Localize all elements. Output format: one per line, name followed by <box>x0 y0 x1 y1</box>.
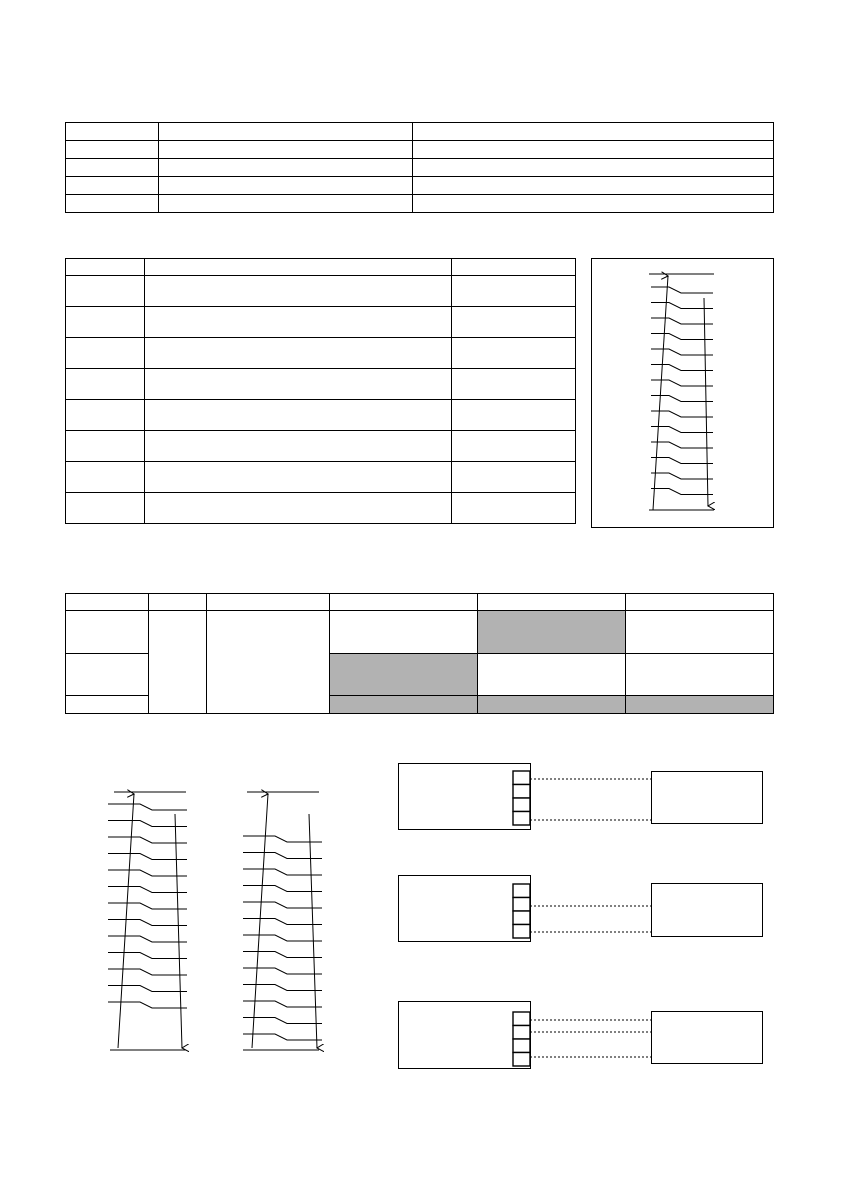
terminal-block <box>513 925 530 939</box>
terminal-block <box>513 911 530 925</box>
terminal-block <box>513 898 530 912</box>
terminal-block <box>513 1026 530 1040</box>
terminal-block <box>513 1053 530 1067</box>
terminal-block <box>513 1012 530 1026</box>
terminal-block <box>513 812 530 826</box>
terminal-block <box>513 798 530 812</box>
terminal-block <box>513 771 530 785</box>
terminal-block <box>513 785 530 799</box>
terminal-block <box>513 1039 530 1053</box>
terminal-block <box>513 884 530 898</box>
